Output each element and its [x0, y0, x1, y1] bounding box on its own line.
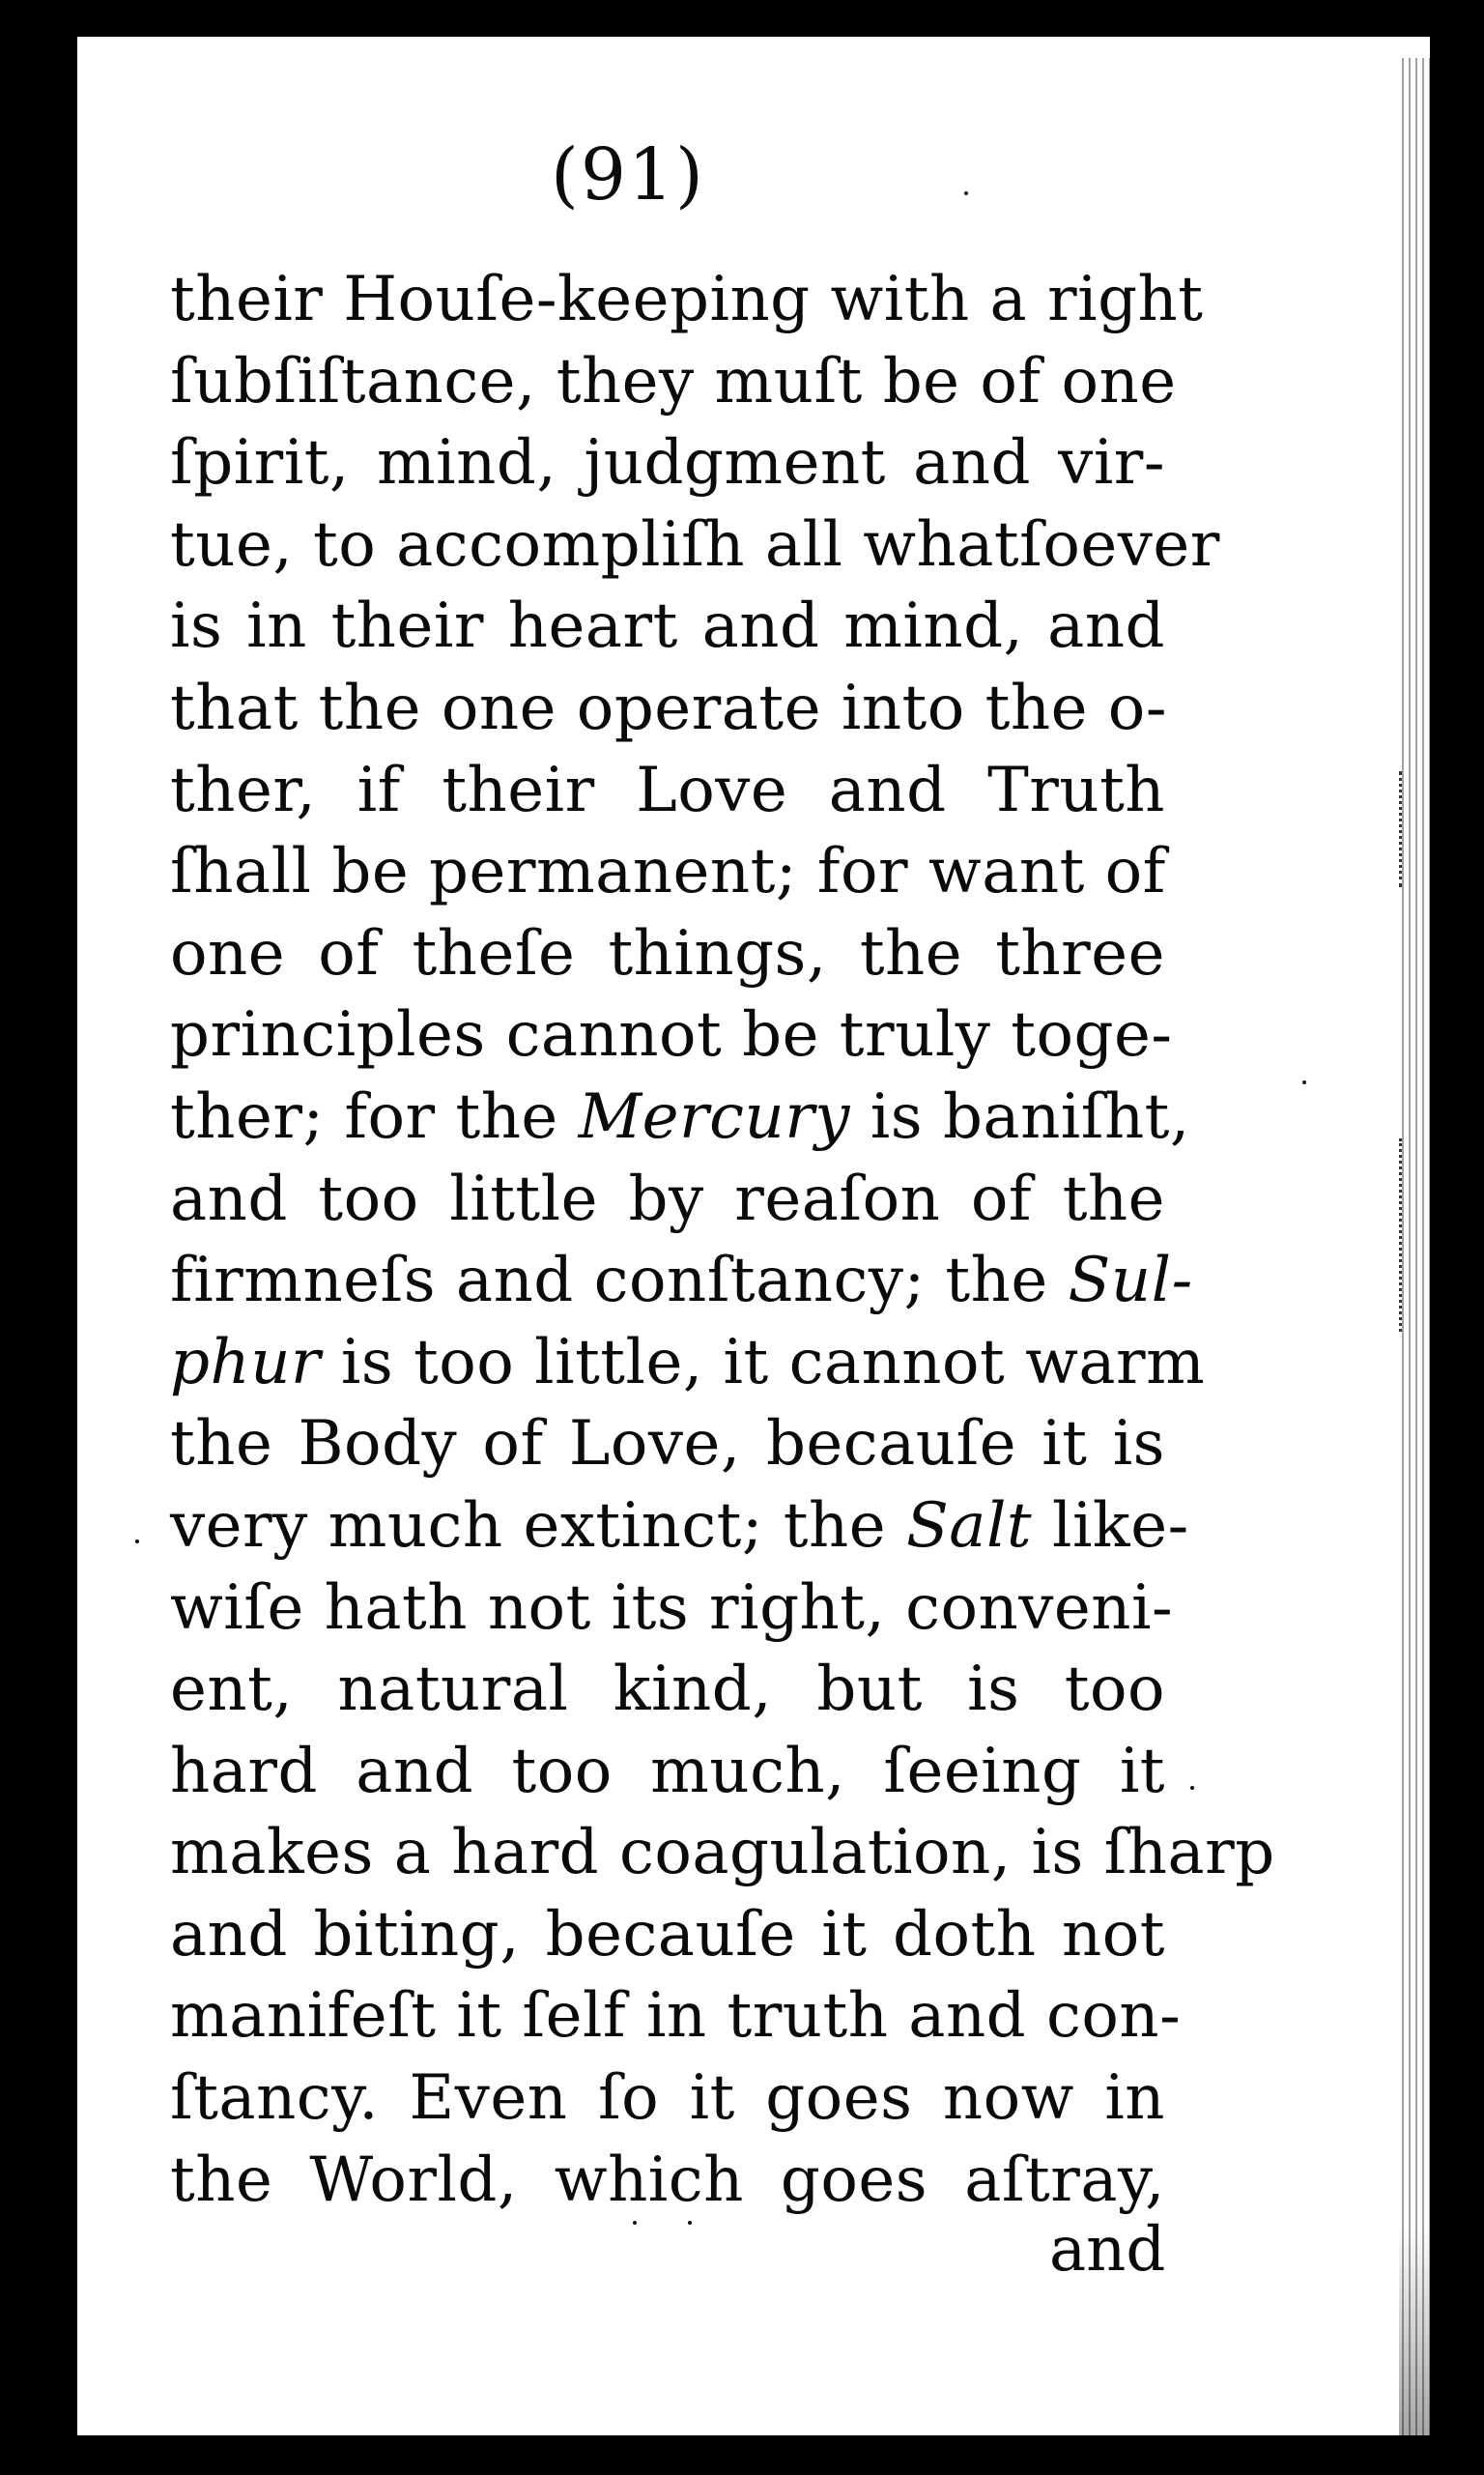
text-line: ſpirit, mind, judgment and vir-	[170, 427, 1165, 500]
italic-term: Sul-	[1068, 1245, 1193, 1317]
text-line: ſtancy. Even ſo it goes now in	[170, 2062, 1165, 2135]
text-line: is in their heart and mind, and	[170, 590, 1165, 663]
scan-border-left	[0, 0, 56, 2475]
text-line: ſhall be permanent; for want of	[170, 836, 1166, 908]
text-line: and biting, becauſe it doth not	[170, 1898, 1165, 1971]
scan-speck	[688, 2221, 692, 2225]
text-line: ent, natural kind, but is too	[170, 1654, 1165, 1726]
text-line: their Houſe-keeping with a right	[170, 264, 1204, 335]
text-line: firmneſs and conſtancy; the Sul-	[170, 1245, 1193, 1317]
text-line: very much extinct; the Salt like-	[170, 1489, 1189, 1562]
scan-dotted-artifact	[1399, 1138, 1405, 1332]
scan-speck	[135, 1540, 139, 1543]
text-line: and too little by reaſon of the	[170, 1163, 1165, 1235]
italic-term: Mercury	[578, 1080, 850, 1153]
body-text	[170, 259, 1275, 2221]
text-line: ther; for the Mercury is baniſht,	[170, 1080, 1190, 1153]
text-line: the Body of Love, becauſe it is	[170, 1408, 1165, 1481]
text-line: makes a hard coagulation, is ſharp	[170, 1817, 1275, 1889]
page-number: (91)	[551, 133, 705, 216]
scan-border-bottom	[0, 2435, 1484, 2475]
scan-dotted-artifact	[1399, 771, 1405, 887]
text-line: that the one operate into the o-	[170, 672, 1167, 744]
text-line: manifeſt it ſelf in truth and con-	[170, 1980, 1182, 2053]
text-line: tue, to accompliſh all whatſoever	[170, 508, 1220, 581]
text-line: ther, if their Love and Truth	[170, 754, 1165, 826]
scan-speck	[633, 2221, 637, 2225]
italic-term: phur	[170, 1326, 321, 1398]
scan-speck	[1190, 1786, 1194, 1790]
scan-speck	[964, 191, 968, 195]
text-line: one of theſe things, the three	[170, 917, 1165, 990]
book-page	[77, 37, 1399, 2435]
scan-border-top	[0, 0, 1484, 37]
scan-speck	[1302, 1080, 1306, 1084]
catchword: and	[1049, 2214, 1166, 2286]
italic-term: Salt	[905, 1489, 1033, 1562]
text-line: ſubſiſtance, they muſt be of one	[170, 345, 1177, 417]
text-line: wiſe hath not its right, conveni-	[170, 1571, 1174, 1644]
text-line: the World, which goes aſtray,	[170, 2144, 1165, 2216]
text-line: phur is too little, it cannot warm	[170, 1326, 1206, 1398]
scan-border-right	[1430, 0, 1484, 2475]
text-line: principles cannot be truly toge-	[170, 999, 1173, 1072]
text-line: hard and too much, ſeeing it	[170, 1735, 1165, 1807]
book-spine-edge	[56, 37, 77, 2475]
